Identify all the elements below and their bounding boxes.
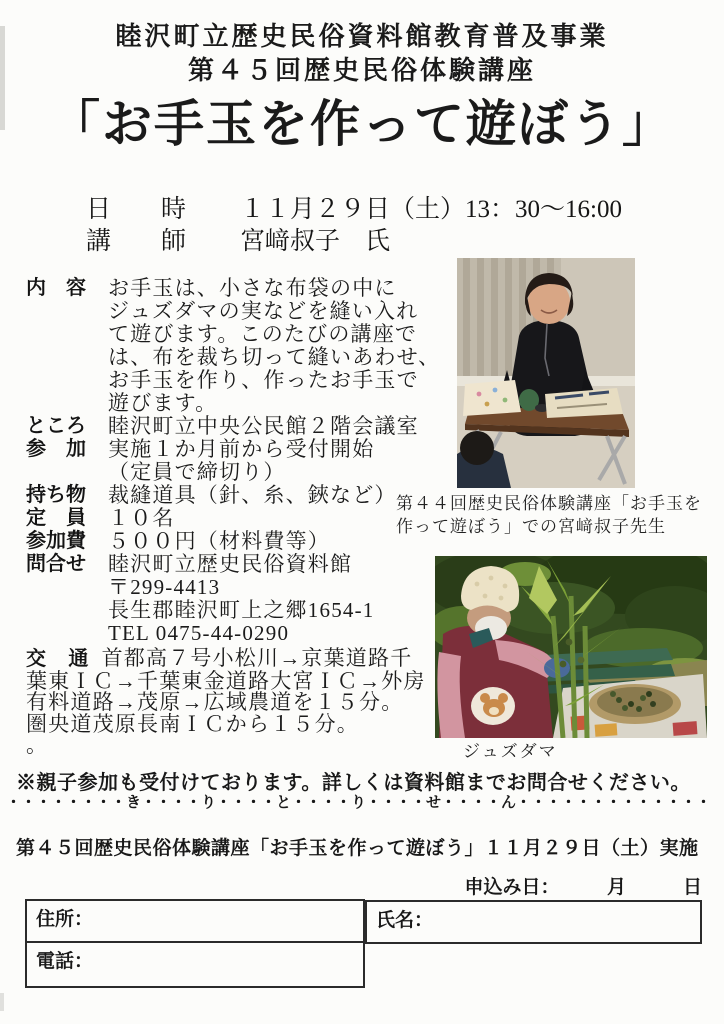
detail-line: １０名	[108, 506, 175, 530]
detail-label: 問合せ	[26, 553, 86, 575]
detail-line: 睦沢町立中央公民館２階会議室	[108, 414, 419, 438]
schedule-row-lecturer	[86, 226, 622, 258]
scan-artifact	[0, 993, 4, 1011]
detail-label: 参加費	[26, 530, 86, 552]
traffic-label: 交 通	[26, 648, 90, 670]
address-field[interactable]	[27, 901, 363, 943]
application-date-label: 申込み日： 月 日	[464, 877, 702, 898]
notice-text: ※親子参加も受付けております。詳しくは資料館までお問合せください。	[16, 772, 691, 794]
traffic-line: 有料道路→茂原→広域農道を１５分。	[26, 690, 404, 714]
address-line: 長生郡睦沢町上之郷1654-1	[108, 598, 375, 622]
detail-line: 睦沢町立歴史民俗資料館	[108, 552, 353, 576]
detail-line: お手玉を作り、作ったお手玉で	[108, 368, 419, 392]
header-course-line: 第４５回歴史民俗体験講座	[187, 55, 536, 85]
phone-field[interactable]	[27, 943, 363, 986]
phone-line: TEL 0475-44-0290	[108, 621, 290, 645]
detail-line: は、布を裁ち切って縫いあわせ、	[108, 345, 441, 369]
name-field[interactable]	[365, 900, 702, 944]
traffic-line: 圏央道茂原長南ＩＣから１５分。	[26, 711, 359, 736]
detail-text	[108, 277, 440, 415]
detail-label: ところ	[26, 415, 86, 437]
detail-line: 実施１か月前から受付開始	[108, 437, 375, 461]
detail-row-content	[26, 277, 462, 415]
phone-label: 電話：	[36, 951, 94, 972]
detail-label: 参 加	[26, 438, 86, 460]
lecturer-value: 宮﨑叔子 氏	[240, 228, 391, 255]
application-form-left	[25, 899, 365, 988]
detail-label: 持ち物	[26, 484, 86, 506]
photo1-caption-line2: 作って遊ぼう」での宮﨑叔子先生	[396, 517, 666, 536]
detail-line: お手玉は、小さな布袋の中に	[108, 276, 397, 300]
detail-line: 遊びます。	[108, 391, 218, 415]
cut-line: ・・・・・・・・き・・・・り・・・・と・・・・り・・・・せ・・・・ん・・・・・・・・・・・・・	[6, 794, 712, 811]
detail-line: （定員で締切り）	[108, 460, 286, 484]
schedule-row-datetime	[86, 194, 622, 226]
photo2-caption: ジュズダマ	[463, 742, 558, 761]
traffic-block	[26, 648, 462, 757]
traffic-line	[26, 648, 462, 671]
header-program-line: 睦沢町立歴史民俗資料館教育普及事業	[115, 21, 609, 51]
craft-box	[463, 380, 521, 416]
detail-row-contact	[26, 553, 462, 645]
detail-line: ５００円（材料費等）	[108, 529, 330, 553]
traffic-line: 葉東ＩＣ→千葉東金道路大宮ＩＣ→外房	[26, 668, 426, 693]
address-label: 住所：	[36, 909, 94, 930]
datetime-label: 日 時	[86, 196, 187, 223]
name-label: 氏名：	[376, 910, 434, 931]
detail-row-place	[26, 415, 462, 438]
postal-code: 〒299-4413	[108, 575, 221, 599]
photo-lecturer	[457, 258, 635, 488]
traffic-text: 首都高７号小松川→京葉道路千	[101, 646, 413, 670]
details-block	[26, 277, 462, 645]
schedule-block	[86, 194, 622, 258]
detail-line: て遊びます。このたびの講座で	[108, 322, 418, 346]
traffic-line: 。	[26, 733, 49, 757]
detail-line: 裁縫道具（針、糸、鋏など）	[108, 483, 397, 507]
detail-line: ジュズダマの実などを縫い入れ	[108, 299, 419, 323]
datetime-value: １１月２９日（土）13：30～16:00	[240, 196, 622, 223]
photo1-caption	[396, 492, 706, 538]
detail-row-participation	[26, 438, 462, 484]
lecturer-label: 講 師	[86, 228, 187, 255]
detail-label: 定 員	[26, 507, 86, 529]
page-title: 「お手玉を作って遊ぼう」	[50, 96, 674, 152]
detail-label: 内 容	[26, 277, 86, 299]
photo-juzudama	[435, 556, 707, 738]
application-title: 第４５回歴史民俗体験講座「お手玉を作って遊ぼう」１１月２９日（土）実施	[16, 838, 699, 859]
photo1-caption-line1: 第４４回歴史民俗体験講座「お手玉を	[396, 494, 702, 513]
